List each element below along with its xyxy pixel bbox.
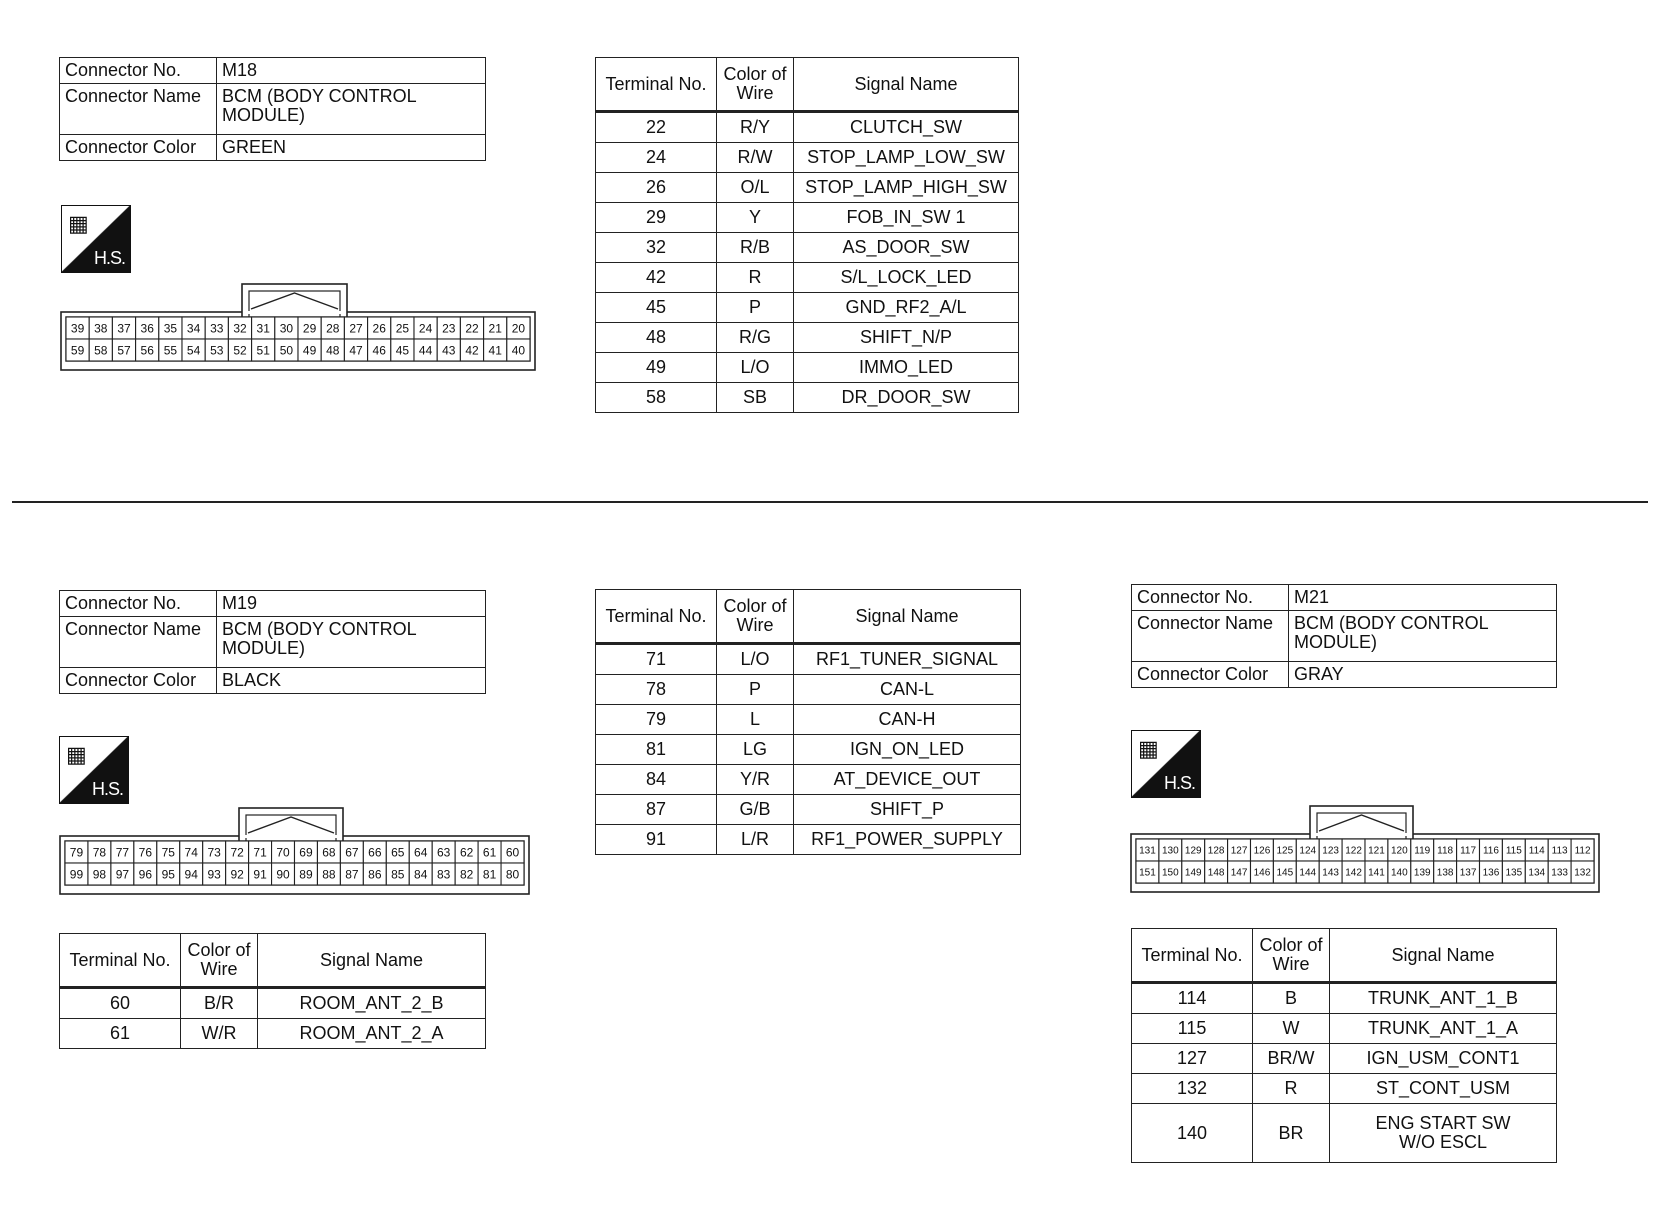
pin-label: 42 <box>465 343 479 358</box>
connector-no-label: Connector No. <box>1132 585 1289 611</box>
terminal-no-cell: 87 <box>596 795 717 825</box>
pin-label: 37 <box>117 321 131 336</box>
signal-name-cell: IMMO_LED <box>794 353 1019 383</box>
terminal-no-cell: 22 <box>596 112 717 143</box>
table-row <box>596 143 1019 173</box>
hs-badge-label: H.S. <box>1163 773 1195 793</box>
m18-terminal-table <box>595 57 1019 413</box>
wire-color-cell: R/B <box>717 233 794 263</box>
pin-label: 112 <box>1574 845 1591 857</box>
connector-color-value: GRAY <box>1289 662 1557 688</box>
wire-color-cell: P <box>717 675 794 705</box>
pin-label: 146 <box>1253 867 1271 879</box>
terminal-no-cell: 48 <box>596 323 717 353</box>
pin-label: 78 <box>92 845 107 860</box>
pin-label: 125 <box>1276 845 1294 857</box>
pin-label: 43 <box>442 343 456 358</box>
pin-label: 134 <box>1528 867 1546 879</box>
connector-no-value: M18 <box>217 58 486 84</box>
connector-no-value: M21 <box>1289 585 1557 611</box>
table-row <box>1132 1044 1557 1074</box>
terminal-no-header: Terminal No. <box>1132 929 1253 983</box>
pin-label: 91 <box>253 867 267 882</box>
pin-label: 34 <box>186 321 201 336</box>
pin-label: 26 <box>372 321 386 336</box>
pin-label: 139 <box>1413 867 1431 879</box>
pin-label: 120 <box>1391 845 1408 857</box>
terminal-no-cell: 84 <box>596 765 717 795</box>
pin-label: 114 <box>1528 845 1545 857</box>
terminal-no-header: Terminal No. <box>60 934 181 988</box>
pin-label: 99 <box>69 867 84 882</box>
terminal-no-cell: 61 <box>60 1019 181 1049</box>
pin-label: 74 <box>184 845 198 860</box>
pin-label: 25 <box>395 321 410 336</box>
pin-label: 41 <box>488 343 502 358</box>
pin-label: 40 <box>511 343 526 358</box>
pin-label: 127 <box>1230 845 1248 857</box>
pin-label: 89 <box>299 867 313 882</box>
m21-connector-svg <box>1130 804 1600 894</box>
terminal-no-cell: 58 <box>596 383 717 413</box>
connector-icon: ▦ <box>68 211 89 236</box>
pin-label: 145 <box>1276 867 1294 879</box>
pin-label: 76 <box>138 845 153 860</box>
pin-label: 22 <box>465 321 479 336</box>
pin-label: 126 <box>1253 845 1271 857</box>
pin-label: 31 <box>256 321 270 336</box>
pin-label: 57 <box>117 343 131 358</box>
pin-label: 88 <box>322 867 336 882</box>
terminal-no-cell: 81 <box>596 735 717 765</box>
pin-label: 39 <box>70 321 85 336</box>
pin-label: 44 <box>418 343 433 358</box>
pin-label: 149 <box>1184 867 1202 879</box>
pin-label: 49 <box>302 343 317 358</box>
pin-label: 68 <box>322 845 336 860</box>
wire-color-cell: R/W <box>717 143 794 173</box>
signal-name-cell: ENG START SW W/O ESCL <box>1330 1104 1557 1163</box>
pin-label: 136 <box>1482 867 1500 879</box>
pin-label: 92 <box>230 867 244 882</box>
wire-color-cell: W <box>1253 1014 1330 1044</box>
pin-label: 32 <box>233 321 247 336</box>
connector-name-label: Connector Name <box>60 84 217 135</box>
pin-label: 21 <box>488 321 502 336</box>
terminal-no-cell: 24 <box>596 143 717 173</box>
pin-label: 36 <box>140 321 154 336</box>
connector-name-label: Connector Name <box>60 617 217 668</box>
terminal-no-cell: 79 <box>596 705 717 735</box>
wire-color-cell: W/R <box>181 1019 258 1049</box>
m19-connector-no-row <box>60 591 486 617</box>
pin-label: 47 <box>349 343 363 358</box>
terminal-no-cell: 45 <box>596 293 717 323</box>
latch-join <box>243 311 346 314</box>
pin-label: 52 <box>233 343 247 358</box>
terminal-table-header <box>596 58 1019 112</box>
pin-label: 65 <box>391 845 405 860</box>
signal-name-cell: GND_RF2_A/L <box>794 293 1019 323</box>
pin-label: 121 <box>1368 845 1385 857</box>
terminal-table-header <box>60 934 486 988</box>
wire-color-cell: R/Y <box>717 112 794 143</box>
connector-name-label: Connector Name <box>1132 611 1289 662</box>
terminal-no-cell: 115 <box>1132 1014 1253 1044</box>
pin-label: 24 <box>418 321 433 336</box>
m18-connector-info-table <box>59 57 486 161</box>
pin-label: 53 <box>210 343 224 358</box>
signal-name-cell: RF1_TUNER_SIGNAL <box>794 644 1021 675</box>
table-row <box>1132 983 1557 1014</box>
table-row <box>1132 1074 1557 1104</box>
terminal-no-cell: 32 <box>596 233 717 263</box>
signal-name-cell: STOP_LAMP_HIGH_SW <box>794 173 1019 203</box>
wire-color-cell: R <box>717 263 794 293</box>
pin-label: 48 <box>326 343 340 358</box>
pin-label: 62 <box>459 845 474 860</box>
pin-label: 38 <box>94 321 108 336</box>
terminal-no-cell: 26 <box>596 173 717 203</box>
connector-icon: ▦ <box>1138 736 1159 761</box>
pin-label: 131 <box>1139 845 1156 857</box>
pin-label: 45 <box>395 343 410 358</box>
pin-label: 67 <box>345 845 359 860</box>
pin-label: 64 <box>414 845 428 860</box>
pin-label: 63 <box>436 845 451 860</box>
pin-label: 94 <box>184 867 198 882</box>
wire-color-cell: G/B <box>717 795 794 825</box>
pin-label: 113 <box>1551 845 1568 857</box>
connector-no-label: Connector No. <box>60 58 217 84</box>
signal-name-cell: ROOM_ANT_2_B <box>258 988 486 1019</box>
wire-color-cell: O/L <box>717 173 794 203</box>
pin-label: 85 <box>391 867 405 882</box>
pin-label: 118 <box>1437 845 1454 857</box>
pin-label: 23 <box>442 321 456 336</box>
terminal-no-cell: 132 <box>1132 1074 1253 1104</box>
m21-hs-badge <box>1131 730 1201 798</box>
m19-connector-info-table <box>59 590 486 694</box>
wire-color-cell: L/O <box>717 353 794 383</box>
table-row <box>596 323 1019 353</box>
hs-badge-label: H.S. <box>91 779 123 799</box>
terminal-no-header: Terminal No. <box>596 58 717 112</box>
table-row <box>1132 1104 1557 1163</box>
m21-connector-name-row <box>1132 611 1557 662</box>
wire-color-cell: LG <box>717 735 794 765</box>
signal-name-cell: SHIFT_N/P <box>794 323 1019 353</box>
m18-connector-color-row <box>60 135 486 161</box>
terminal-table-header <box>596 590 1021 644</box>
pin-label: 151 <box>1139 867 1156 879</box>
table-row <box>596 735 1021 765</box>
pin-label: 80 <box>505 867 520 882</box>
pin-label: 140 <box>1391 867 1408 879</box>
pin-label: 61 <box>482 845 497 860</box>
wire-color-cell: B <box>1253 983 1330 1014</box>
m21-connector-color-row <box>1132 662 1557 688</box>
terminal-no-cell: 114 <box>1132 983 1253 1014</box>
pin-label: 56 <box>140 343 154 358</box>
pin-label: 138 <box>1436 867 1454 879</box>
m19-terminal-table-b <box>59 933 486 1049</box>
table-row <box>596 644 1021 675</box>
signal-name-cell: AS_DOOR_SW <box>794 233 1019 263</box>
pin-label: 69 <box>299 845 313 860</box>
signal-name-cell: RF1_POWER_SUPPLY <box>794 825 1021 855</box>
table-row <box>596 173 1019 203</box>
signal-name-header: Signal Name <box>1330 929 1557 983</box>
wire-color-cell: BR/W <box>1253 1044 1330 1074</box>
pin-label: 129 <box>1184 845 1202 857</box>
pin-label: 59 <box>70 343 85 358</box>
signal-name-cell: CAN-L <box>794 675 1021 705</box>
pin-label: 90 <box>276 867 290 882</box>
pin-label: 135 <box>1505 867 1523 879</box>
pin-label: 58 <box>94 343 108 358</box>
table-row <box>596 353 1019 383</box>
m19-connector-name-row <box>60 617 486 668</box>
table-row <box>596 825 1021 855</box>
pin-label: 133 <box>1551 867 1568 879</box>
terminal-no-header: Terminal No. <box>596 590 717 644</box>
pin-label: 30 <box>279 321 294 336</box>
pin-label: 71 <box>253 845 267 860</box>
terminal-no-cell: 42 <box>596 263 717 293</box>
signal-name-cell: FOB_IN_SW 1 <box>794 203 1019 233</box>
pin-label: 86 <box>368 867 382 882</box>
pin-label: 119 <box>1414 845 1431 857</box>
table-row <box>60 988 486 1019</box>
wire-color-cell: P <box>717 293 794 323</box>
signal-name-header: Signal Name <box>258 934 486 988</box>
pin-label: 141 <box>1368 867 1385 879</box>
terminal-table-header <box>1132 929 1557 983</box>
signal-name-header: Signal Name <box>794 590 1021 644</box>
color-of-wire-header: Color of Wire <box>181 934 258 988</box>
pin-label: 147 <box>1230 867 1248 879</box>
pin-label: 122 <box>1345 845 1362 857</box>
pin-label: 27 <box>349 321 363 336</box>
m18-connector-pin-diagram <box>60 282 536 372</box>
table-row <box>596 765 1021 795</box>
pin-label: 51 <box>256 343 270 358</box>
connector-color-label: Connector Color <box>60 135 217 161</box>
wire-color-cell: BR <box>1253 1104 1330 1163</box>
pin-label: 82 <box>459 867 474 882</box>
table-row <box>596 383 1019 413</box>
signal-name-cell: TRUNK_ANT_1_B <box>1330 983 1557 1014</box>
wire-color-cell: L/O <box>717 644 794 675</box>
table-row <box>596 263 1019 293</box>
pin-label: 87 <box>345 867 359 882</box>
m21-connector-pin-diagram <box>1130 804 1600 894</box>
connector-color-label: Connector Color <box>1132 662 1289 688</box>
pin-label: 132 <box>1574 867 1591 879</box>
connector-name-value: BCM (BODY CONTROL MODULE) <box>217 84 486 135</box>
pin-label: 33 <box>210 321 224 336</box>
m21-connector-no-row <box>1132 585 1557 611</box>
latch-join <box>240 835 342 838</box>
table-row <box>596 675 1021 705</box>
table-row <box>1132 1014 1557 1044</box>
pin-label: 96 <box>138 867 153 882</box>
terminal-no-cell: 140 <box>1132 1104 1253 1163</box>
wire-color-cell: R <box>1253 1074 1330 1104</box>
connector-color-label: Connector Color <box>60 668 217 694</box>
pin-label: 98 <box>92 867 107 882</box>
terminal-no-cell: 127 <box>1132 1044 1253 1074</box>
wire-color-cell: Y/R <box>717 765 794 795</box>
pin-label: 54 <box>186 343 201 358</box>
table-row <box>596 112 1019 143</box>
hs-badge-label: H.S. <box>93 248 125 268</box>
table-row <box>596 795 1021 825</box>
color-of-wire-header: Color of Wire <box>1253 929 1330 983</box>
signal-name-cell: SHIFT_P <box>794 795 1021 825</box>
wire-color-cell: SB <box>717 383 794 413</box>
pin-label: 70 <box>276 845 290 860</box>
terminal-no-cell: 71 <box>596 644 717 675</box>
connector-name-value: BCM (BODY CONTROL MODULE) <box>1289 611 1557 662</box>
m19-connector-pin-diagram <box>59 806 530 896</box>
pin-label: 77 <box>115 845 130 860</box>
signal-name-cell: ROOM_ANT_2_A <box>258 1019 486 1049</box>
signal-name-cell: STOP_LAMP_LOW_SW <box>794 143 1019 173</box>
pin-label: 72 <box>230 845 244 860</box>
pin-label: 84 <box>414 867 428 882</box>
pin-label: 20 <box>511 321 526 336</box>
table-row <box>60 1019 486 1049</box>
terminal-no-cell: 29 <box>596 203 717 233</box>
m21-terminal-table <box>1131 928 1557 1163</box>
m18-connector-svg <box>60 282 536 372</box>
table-row <box>596 233 1019 263</box>
pin-label: 73 <box>207 845 221 860</box>
m18-connector-name-row <box>60 84 486 135</box>
table-row <box>596 705 1021 735</box>
m21-connector-info-table <box>1131 584 1557 688</box>
connector-name-value: BCM (BODY CONTROL MODULE) <box>217 617 486 668</box>
pin-label: 35 <box>163 321 178 336</box>
pin-label: 124 <box>1299 845 1317 857</box>
connector-color-value: BLACK <box>217 668 486 694</box>
pin-label: 97 <box>115 867 130 882</box>
terminal-no-cell: 78 <box>596 675 717 705</box>
pin-label: 28 <box>326 321 340 336</box>
terminal-no-cell: 49 <box>596 353 717 383</box>
signal-name-cell: CLUTCH_SW <box>794 112 1019 143</box>
pin-label: 55 <box>163 343 178 358</box>
wire-color-cell: L <box>717 705 794 735</box>
signal-name-header: Signal Name <box>794 58 1019 112</box>
pin-label: 79 <box>69 845 84 860</box>
signal-name-cell: ST_CONT_USM <box>1330 1074 1557 1104</box>
pin-label: 117 <box>1460 845 1477 857</box>
connector-no-label: Connector No. <box>60 591 217 617</box>
signal-name-cell: S/L_LOCK_LED <box>794 263 1019 293</box>
m19-terminal-table-a <box>595 589 1021 855</box>
signal-name-cell: DR_DOOR_SW <box>794 383 1019 413</box>
pin-label: 50 <box>279 343 294 358</box>
terminal-no-cell: 60 <box>60 988 181 1019</box>
section-divider <box>12 501 1648 503</box>
pin-label: 81 <box>482 867 497 882</box>
pin-label: 60 <box>505 845 520 860</box>
pin-label: 123 <box>1322 845 1339 857</box>
signal-name-cell: TRUNK_ANT_1_A <box>1330 1014 1557 1044</box>
pin-label: 143 <box>1322 867 1339 879</box>
wire-color-cell: B/R <box>181 988 258 1019</box>
pin-label: 128 <box>1207 845 1225 857</box>
pin-label: 148 <box>1207 867 1225 879</box>
connector-color-value: GREEN <box>217 135 486 161</box>
pin-label: 115 <box>1505 845 1522 857</box>
terminal-no-cell: 91 <box>596 825 717 855</box>
pin-label: 75 <box>161 845 175 860</box>
pin-label: 150 <box>1162 867 1179 879</box>
pin-label: 46 <box>372 343 386 358</box>
m19-connector-color-row <box>60 668 486 694</box>
pin-label: 93 <box>207 867 221 882</box>
wire-color-cell: L/R <box>717 825 794 855</box>
pin-label: 142 <box>1345 867 1362 879</box>
connector-no-value: M19 <box>217 591 486 617</box>
latch-join <box>1311 833 1412 836</box>
pin-label: 144 <box>1299 867 1317 879</box>
pin-label: 66 <box>368 845 382 860</box>
signal-name-cell: CAN-H <box>794 705 1021 735</box>
wire-color-cell: R/G <box>717 323 794 353</box>
signal-name-cell: AT_DEVICE_OUT <box>794 765 1021 795</box>
color-of-wire-header: Color of Wire <box>717 590 794 644</box>
signal-name-cell: IGN_USM_CONT1 <box>1330 1044 1557 1074</box>
pin-label: 130 <box>1162 845 1179 857</box>
pin-label: 83 <box>436 867 451 882</box>
pin-label: 116 <box>1482 845 1499 857</box>
table-row <box>596 293 1019 323</box>
color-of-wire-header: Color of Wire <box>717 58 794 112</box>
wire-color-cell: Y <box>717 203 794 233</box>
m19-hs-badge <box>59 736 129 804</box>
pin-label: 137 <box>1459 867 1477 879</box>
connector-icon: ▦ <box>66 742 87 767</box>
table-row <box>596 203 1019 233</box>
pin-label: 29 <box>302 321 317 336</box>
signal-name-cell: IGN_ON_LED <box>794 735 1021 765</box>
m18-connector-no-row <box>60 58 486 84</box>
pin-label: 95 <box>161 867 175 882</box>
m19-connector-svg <box>59 806 530 896</box>
m18-hs-badge <box>61 205 131 273</box>
